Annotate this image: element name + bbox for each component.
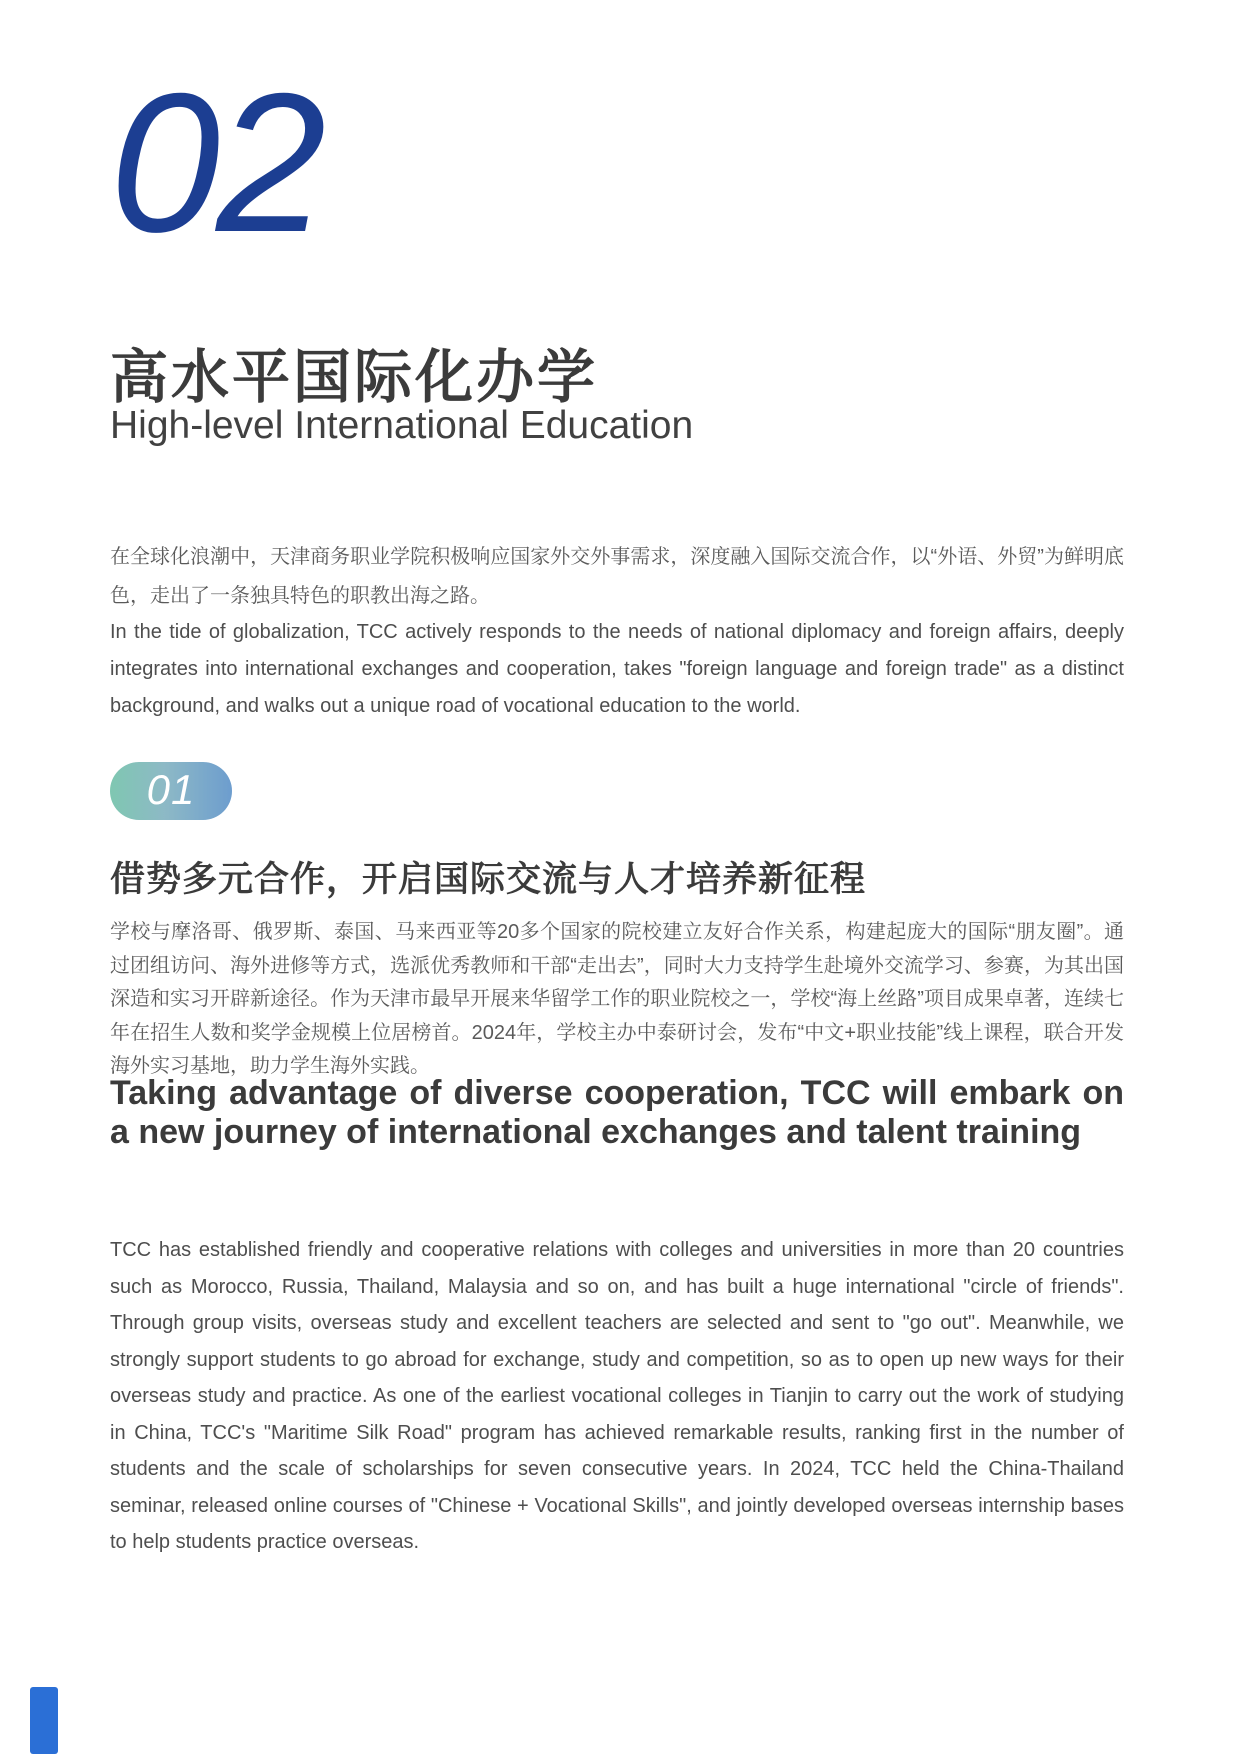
chapter-title-en: High-level International Education: [110, 404, 694, 447]
section-body-zh: 学校与摩洛哥、俄罗斯、泰国、马来西亚等20多个国家的院校建立友好合作关系，构建起庞大的国际“朋友圈”。通过团组访问、海外进修等方式，选派优秀教师和干部“走出去”，同时大力支持学生赴境外交流学习、参赛，为其出国深造和实习开辟新途径。作为天津市最早开展来华留学工作的职业院校之一，学校“海上丝路”项目成果卓著，连续七年在招生人数和奖学金规模上位居榜首。2024年，学校主办中泰研讨会，发布“中文+职业技能”线上课程，联合开发海外实习基地，助力学生海外实践。: [110, 921, 1124, 1077]
section-number-label: 01: [146, 766, 196, 813]
section-body-en: TCC has established friendly and cooperative relations with colleges and universities in more than 20 countries such as Morocco, Russia, Thailand, Malaysia and so on, and has built a huge international "circle of friends". Through group visits, overseas study and excellent teachers are selected and sent to "go out". Meanwhile, we strongly support students to go abroad for exchange, study and competition, so as to open up new ways for their overseas study and practice. As one of the earliest vocational colleges in Tianjin to carry out the work of studying in China, TCC's "Maritime Silk Road" program has achieved remarkable results, ranking first in the number of students and the scale of scholarships for seven consecutive years. In 2024, TCC held the China-Thailand seminar, released online courses of "Chinese + Vocational Skills", and jointly developed overseas internship bases to help students practice overseas.: [110, 1239, 1124, 1553]
chapter-number: 02: [110, 52, 323, 273]
section-number-badge: [110, 762, 232, 820]
page-edge-tab-decoration: [30, 1687, 58, 1754]
intro-paragraph-zh: 在全球化浪潮中，天津商务职业学院积极响应国家外交外事需求，深度融入国际交流合作，以“外语、外贸”为鲜明底色，走出了一条独具特色的职教出海之路。: [110, 546, 1124, 607]
section-heading-zh: 借势多元合作，开启国际交流与人才培养新征程: [110, 860, 867, 899]
section-heading-en: Taking advantage of diverse cooperation, TCC will embark on a new journey of international exchanges and talent training: [110, 1074, 1124, 1151]
chapter-title-zh: 高水平国际化办学: [110, 345, 599, 410]
intro-paragraph-en: In the tide of globalization, TCC actively responds to the needs of national diplomacy and foreign affairs, deeply integrates into international exchanges and cooperation, takes "foreign language and foreign trade" as a distinct background, and walks out a unique road of vocational education to the world.: [110, 621, 1124, 717]
